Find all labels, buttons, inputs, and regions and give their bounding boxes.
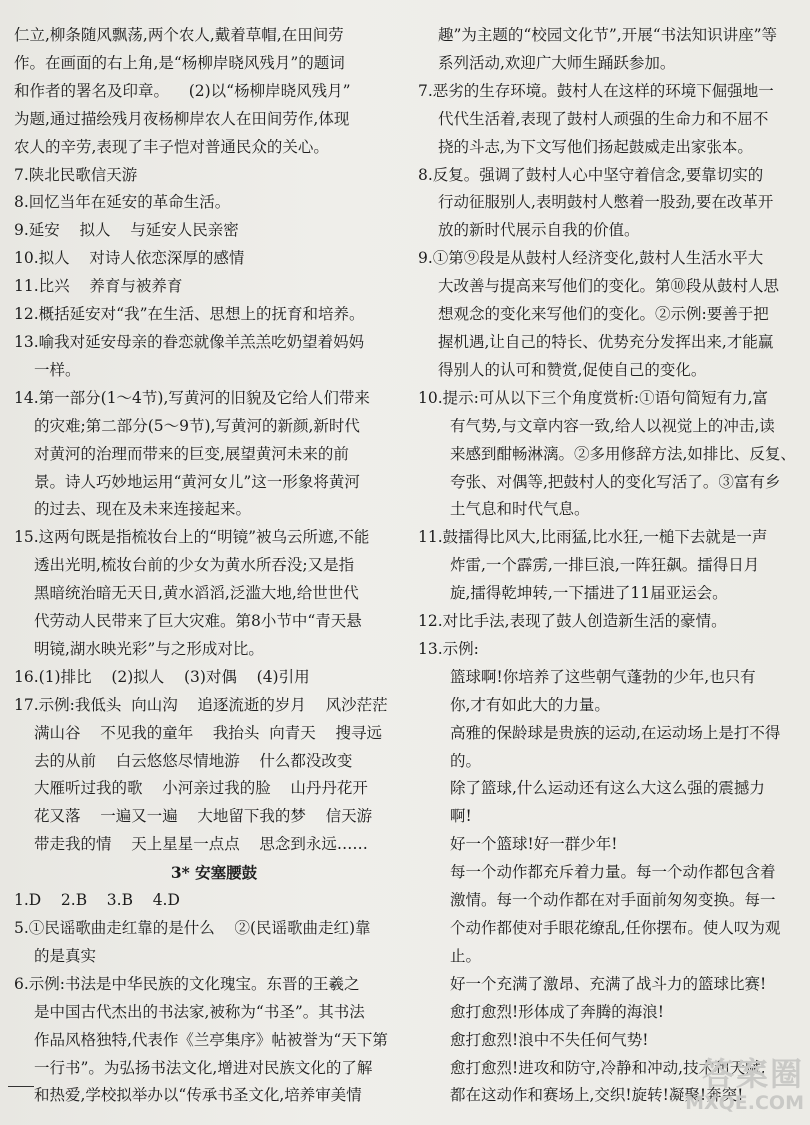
- right-column: [418, 22, 798, 1110]
- text-line: 农人的辛劳,表现了丰子恺对普通民众的关心。: [14, 137, 329, 156]
- page-number-rule: [8, 1086, 34, 1087]
- text-line: 的是真实: [34, 946, 97, 965]
- text-line: 夸张、对偶等,把鼓村人的变化写活了。③富有乡: [450, 472, 781, 491]
- text-line: 旋,擂得乾坤转,一下擂进了11届亚运会。: [450, 584, 728, 603]
- text-line: 放的新时代展示自我的价值。: [438, 221, 640, 240]
- text-line: 的灾难;第二部分(5～9节),写黄河的新颜,新时代: [34, 416, 360, 435]
- text-line: 愈打愈烈!浪中不失任何气势!: [450, 1030, 649, 1049]
- text-line: 炸雷,一个霹雳,一排巨浪,一阵狂飙。擂得日月: [450, 556, 760, 575]
- text-line: 除了篮球,什么运动还有这么大这么强的震撼力: [450, 779, 765, 798]
- text-line: 趣”为主题的“校园文化节”,开展“书法知识讲座”等: [438, 26, 778, 44]
- text-line: 对黄河的治理而带来的巨变,展望黄河未来的前: [34, 444, 349, 463]
- answer-15: 15.这两句既是指梳妆台上的“明镜”被乌云所遮,不能: [14, 528, 370, 547]
- text-line: 想观念的变化来写他们的变化。②示例:要善于把: [438, 305, 769, 324]
- text-line: 作品风格独特,代表作《兰亭集序》帖被誉为“天下第: [34, 1030, 388, 1049]
- text-line: 大改善与提高来写他们的变化。第⑩段从鼓村人思: [438, 277, 780, 296]
- watermark-text: 答案圈: [701, 1055, 804, 1093]
- answer-14: 14.第一部分(1～4节),写黄河的旧貌及它给人们带来: [14, 388, 370, 407]
- text-line: 你,才有如此大的力量。: [450, 695, 610, 714]
- answer-16: 16.(1)排比 (2)拟人 (3)对偶 (4)引用: [14, 667, 310, 686]
- watermark-logo: [664, 1056, 804, 1120]
- text-line: 和作者的署名及印章。 (2)以“杨柳岸晓风残月”: [14, 81, 351, 100]
- text-line: 好一个篮球!好一群少年!: [450, 835, 618, 854]
- answer-1-4: 1.D 2.B 3.B 4.D: [14, 891, 180, 910]
- text-line: 土气息和时代气息。: [450, 500, 590, 519]
- text-line: 系列活动,欢迎广大师生踊跃参加。: [438, 53, 676, 72]
- answer-13: 13.喻我对延安母亲的眷恋就像羊羔羔吃奶望着妈妈: [14, 332, 365, 351]
- text-line: 行动征服别人,表明鼓村人憋着一股劲,要在改革开: [438, 193, 774, 212]
- answer-11: 11.鼓擂得比风大,比雨猛,比水狂,一槌下去就是一声: [418, 528, 768, 547]
- text-line: 的过去、现在及未来连接起来。: [34, 500, 252, 519]
- text-line: 明镜,湖水映光彩”与之形成对比。: [34, 639, 264, 658]
- text-line: 都在这动作和赛场上,交织!旋转!凝聚!奔突!: [450, 1086, 744, 1105]
- answer-12: 12.概括延安对“我”在生活、思想上的抚育和培养。: [14, 305, 365, 324]
- text-line: 代代生活着,表现了鼓村人顽强的生命力和不屈不: [438, 109, 769, 128]
- answer-9: 9.延安 拟人 与延安人民亲密: [14, 221, 239, 240]
- answer-12: 12.对比手法,表现了鼓人创造新生活的豪情。: [418, 612, 727, 631]
- text-line: 花又落 一遍又一遍 大地留下我的梦 信天游: [34, 807, 373, 826]
- text-line: 带走我的情 天上星星一点点 思念到永远……: [34, 835, 368, 854]
- answer-10: 10.提示:可从以下三个角度赏析:①语句简短有力,富: [418, 388, 769, 407]
- text-line: 有气势,与文章内容一致,给人以视觉上的冲击,读: [450, 416, 775, 435]
- text-line: 愈打愈烈!形体成了奔腾的海浪!: [450, 1002, 664, 1021]
- answer-5: 5.①民谣歌曲走红靠的是什么 ②(民谣歌曲走红)靠: [14, 919, 371, 937]
- text-line: 大雁听过我的歌 小河亲过我的脸 山丹丹花开: [34, 779, 368, 798]
- text-line: 是中国古代杰出的书法家,被称为“书圣”。其书法: [34, 1002, 365, 1021]
- text-line: 的。: [450, 751, 482, 770]
- text-line: 景。诗人巧妙地运用“黄河女儿”这一形象将黄河: [34, 472, 360, 491]
- text-line: 作。在画面的右上角,是“杨柳岸晓风残月”的题词: [14, 53, 345, 72]
- text-line: 去的从前 白云悠悠尽情地游 什么都没改变: [34, 751, 353, 770]
- text-line: 来感到酣畅淋漓。②多用修辞方法,如排比、反复、: [450, 444, 796, 463]
- answer-9: 9.①第⑨段是从鼓村人经济变化,鼓村人生活水平大: [418, 249, 764, 268]
- text-line: 个动作都使对手眼花缭乱,任你摆布。使人叹为观: [450, 919, 781, 937]
- answer-8: 8.反复。强调了鼓村人心中坚守着信念,要靠切实的: [418, 165, 764, 184]
- text-line: 每一个动作都充斥着力量。每一个动作都包含着: [450, 863, 776, 882]
- text-line: 透出光明,梳妆台前的少女为黄水所吞没;又是指: [34, 556, 355, 575]
- text-line: 激情。每一个动作都在对手面前匆匆变换。每一: [450, 891, 776, 910]
- text-line: 止。: [450, 946, 482, 965]
- text-line: 满山谷 不见我的童年 我抬头 向青天 搜寻远: [34, 723, 382, 742]
- text-line: 愈打愈烈!进攻和防守,冷静和冲动,技术和天赋,: [450, 1058, 766, 1077]
- answer-7: 7.陕北民歌信天游: [14, 165, 138, 184]
- text-line: 仁立,柳条随风飘荡,两个农人,戴着草帽,在田间劳: [14, 26, 344, 44]
- text-line: 和热爱,学校拟举办以“传承书圣文化,培养审美情: [34, 1086, 362, 1105]
- text-line: 篮球啊!你培养了这些朝气蓬勃的少年,也只有: [450, 667, 756, 686]
- text-line: 啊!: [450, 807, 472, 826]
- text-line: 得别人的认可和赞赏,促使自己的变化。: [438, 360, 707, 379]
- text-line: 一行书”。为弘扬书法文化,增进对民族文化的了解: [34, 1058, 373, 1077]
- text-line: 好一个充满了激昂、充满了战斗力的篮球比赛!: [450, 974, 767, 993]
- answer-7: 7.恶劣的生存环境。鼓村人在这样的环境下倔强地一: [418, 81, 774, 100]
- text-line: 代劳动人民带来了巨大灾难。第8小节中“青天悬: [34, 612, 362, 631]
- answer-11: 11.比兴 养育与被养育: [14, 277, 183, 296]
- text-line: 黑暗统治暗无天日,黄水滔滔,泛滥大地,给世世代: [34, 584, 359, 603]
- answer-6: 6.示例:书法是中华民族的文化瑰宝。东晋的王羲之: [14, 974, 360, 993]
- section-title: 3* 安塞腰鼓: [170, 863, 258, 883]
- answer-13: 13.示例:: [418, 639, 479, 658]
- text-line: 为题,通过描绘残月夜杨柳岸农人在田间劳作,体现: [14, 109, 350, 128]
- answer-17: 17.示例:我低头 向山沟 追逐流逝的岁月 风沙茫茫: [14, 695, 388, 714]
- text-line: 一样。: [34, 360, 81, 379]
- answer-10: 10.拟人 对诗人依恋深厚的感情: [14, 249, 245, 268]
- left-column: [14, 22, 394, 1110]
- text-line: 挠的斗志,为下文写他们扬起鼓威走出家张本。: [438, 137, 753, 156]
- text-line: 高雅的保龄球是贵族的运动,在运动场上是打不得: [450, 723, 781, 742]
- watermark-url: MXQE.COM: [685, 1092, 804, 1114]
- answer-8: 8.回忆当年在延安的革命生活。: [14, 193, 231, 212]
- text-line: 握机遇,让自己的特长、优势充分发挥出来,才能赢: [438, 332, 774, 351]
